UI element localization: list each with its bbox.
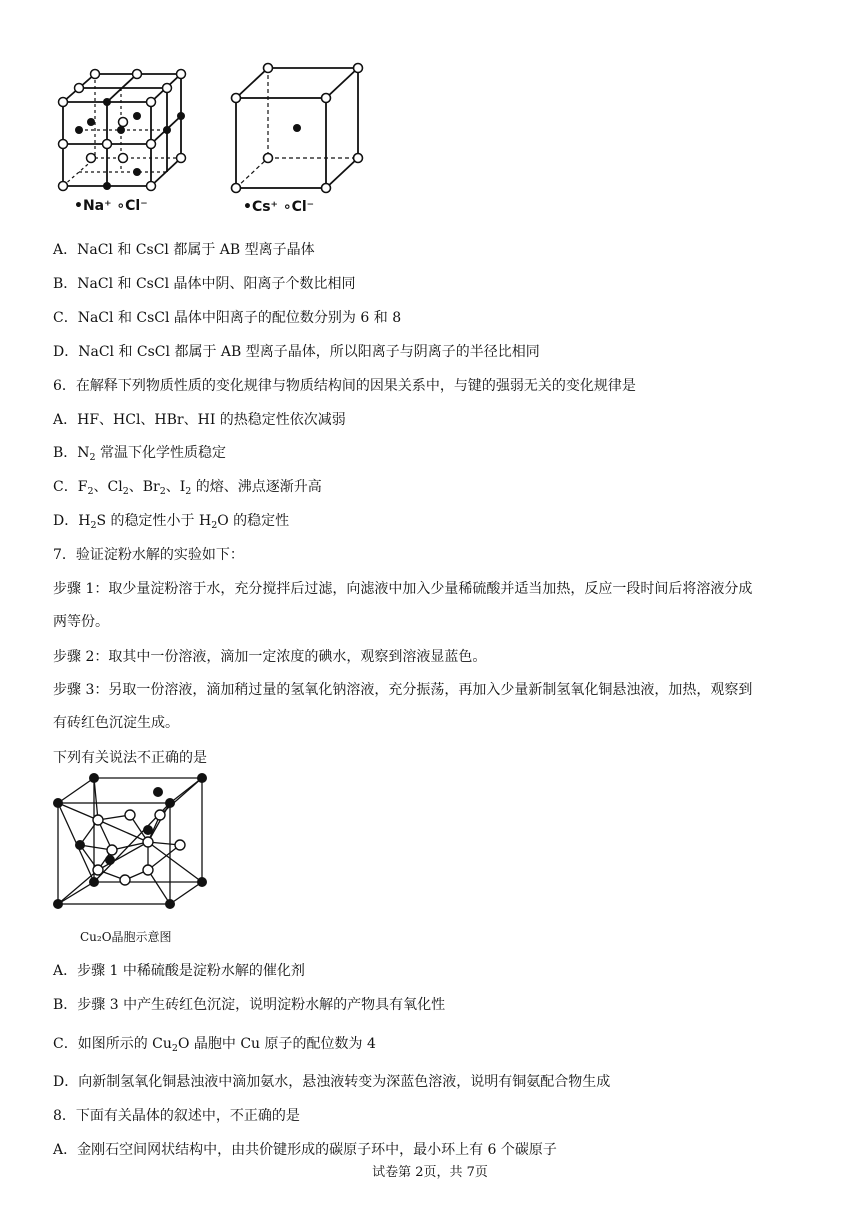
nacl-legend: •Na⁺ ∘Cl⁻: [74, 198, 148, 214]
nacl-unit-cell-figure: [55, 62, 190, 197]
q5-option-c: C．NaCl 和 CsCl 晶体中阳离子的配位数分别为 6 和 8: [53, 310, 402, 326]
q5-option-d: D．NaCl 和 CsCl 都属于 AB 型离子晶体，所以阳离子与阴离子的半径比相同: [53, 344, 540, 360]
cu2o-unit-cell-figure: [50, 770, 210, 915]
q7-step1-line1: 步骤 1：取少量淀粉溶于水，充分搅拌后过滤，向滤液中加入少量稀硫酸并适当加热，反应一段时间后将溶液分成: [53, 581, 753, 597]
q7-prompt: 下列有关说法不正确的是: [53, 750, 207, 766]
q5-option-b: B．NaCl 和 CsCl 晶体中阴、阳离子个数比相同: [53, 276, 356, 292]
q7-option-c: C．如图所示的 $Cu_2O$ 晶胞中 Cu 原子的配位数为 4: [53, 1036, 376, 1054]
q8-stem: 8．下面有关晶体的叙述中，不正确的是: [53, 1108, 300, 1124]
cu2o-caption: Cu₂O晶胞示意图: [80, 930, 172, 944]
q6-option-a: A．HF、HCl、HBr、HI 的热稳定性依次减弱: [53, 412, 346, 428]
q7-stem: 7．验证淀粉水解的实验如下：: [53, 547, 244, 563]
q7-option-a: A．步骤 1 中稀硫酸是淀粉水解的催化剂: [53, 963, 305, 979]
page-footer: 试卷第 2页，共 7页: [372, 1165, 488, 1180]
q6-stem: 6．在解释下列物质性质的变化规律与物质结构间的因果关系中，与键的强弱无关的变化规律是: [53, 378, 636, 394]
cscl-unit-cell-figure: [228, 62, 368, 197]
q8-option-a: A．金刚石空间网状结构中，由共价键形成的碳原子环中，最小环上有 6 个碳原子: [53, 1142, 557, 1158]
cscl-legend: •Cs⁺ ∘Cl⁻: [243, 199, 315, 215]
q7-option-b: B．步骤 3 中产生砖红色沉淀，说明淀粉水解的产物具有氧化性: [53, 997, 446, 1013]
q6-option-d: D．$H_2S$ 的稳定性小于 $H_2O$ 的稳定性: [53, 513, 290, 531]
q7-step3-line2: 有砖红色沉淀生成。: [53, 715, 179, 731]
q5-option-a: A．NaCl 和 CsCl 都属于 AB 型离子晶体: [53, 242, 315, 258]
q6-option-b: B．$N_2$ 常温下化学性质稳定: [53, 445, 227, 463]
q7-step2: 步骤 2：取其中一份溶液，滴加一定浓度的碘水，观察到溶液显蓝色。: [53, 649, 487, 665]
q6-option-c: C．$F_2$、$Cl_2$、$Br_2$、$I_2$ 的熔、沸点逐渐升高: [53, 479, 322, 497]
q7-step1-line2: 两等份。: [53, 614, 109, 630]
q7-option-d: D．向新制氢氧化铜悬浊液中滴加氨水，悬浊液转变为深蓝色溶液，说明有铜氨配合物生成: [53, 1074, 611, 1090]
q7-step3-line1: 步骤 3：另取一份溶液，滴加稍过量的氢氧化钠溶液，充分振荡，再加入少量新制氢氧化铜悬浊液，加热，观察到: [53, 682, 753, 698]
